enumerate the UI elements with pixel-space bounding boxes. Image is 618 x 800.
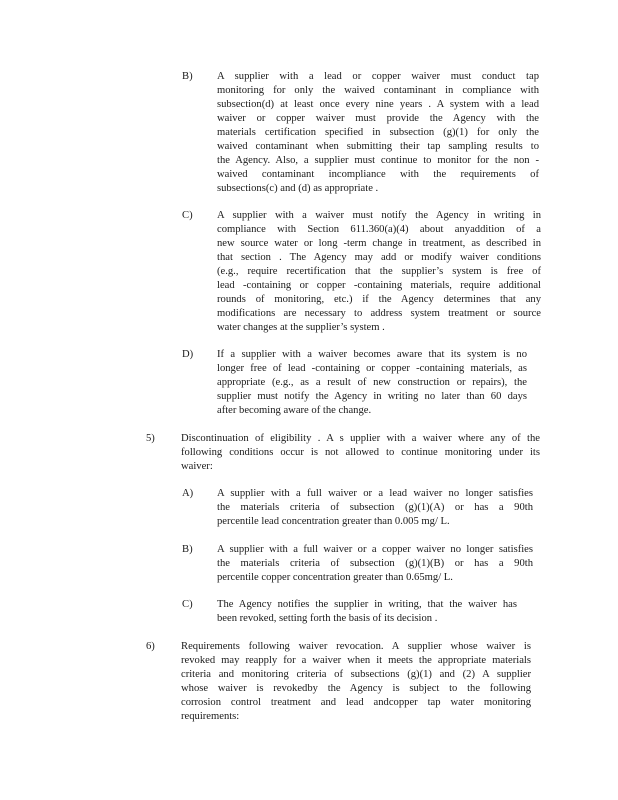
text-line: Discontinuation of eligibility . A s upplier with a waiver where any of the xyxy=(181,433,540,444)
text-line: lead -containing or copper -containing materials, require additional xyxy=(217,280,541,291)
text-line: rounds of monitoring, etc.) if the Agency determines that any xyxy=(217,294,541,305)
subsection-text xyxy=(217,70,539,196)
subsection-text xyxy=(217,209,541,335)
text-line: the Agency. Also, a supplier must continue to monitor for the non - xyxy=(217,155,539,166)
subsection-text xyxy=(217,348,527,418)
text-line: monitoring for only the waived contaminant in compliance with xyxy=(217,85,539,96)
text-line: whose waiver is revokedby the Agency is subject to the following xyxy=(181,683,531,694)
subsection-label: B) xyxy=(182,544,193,555)
text-line: new source water or long -term change in treatment, as described in xyxy=(217,238,541,249)
text-line: percentile lead concentration greater than 0.005 mg/ L. xyxy=(217,516,450,527)
text-line: water changes at the supplier’s system . xyxy=(217,322,385,333)
text-line: modifications are necessary to address system treatment or source xyxy=(217,308,541,319)
text-line: compliance with Section 611.360(a)(4) about anyaddition of a xyxy=(217,224,541,235)
subsection-label: C) xyxy=(182,599,193,610)
text-line: Requirements following waiver revocation. A supplier whose waiver is xyxy=(181,641,531,652)
text-line: subsections(c) and (d) as appropriate . xyxy=(217,183,379,194)
text-line: A supplier with a full waiver or a lead waiver no longer satisfies xyxy=(217,488,533,499)
subsection-text xyxy=(217,543,533,585)
text-line: A supplier with a lead or copper waiver must conduct tap xyxy=(217,71,539,82)
paragraph-text xyxy=(181,640,531,724)
subsection-label: B) xyxy=(182,71,193,82)
subsection-label: D) xyxy=(182,349,194,360)
text-line: waived contaminant when submitting their tap sampling results to xyxy=(217,141,539,152)
paragraph-label: 6) xyxy=(146,641,155,652)
text-line: A supplier with a full waiver or a copper waiver no longer satisfies xyxy=(217,544,533,555)
text-line: subsection(d) at least once every nine years . A system with a lead xyxy=(217,99,539,110)
text-line: the materials criteria of subsection (g)(1)(A) or has a 90th xyxy=(217,502,533,513)
text-line: If a supplier with a waiver becomes aware that its system is no xyxy=(217,349,527,360)
text-line: The Agency notifies the supplier in writing, that the waiver has xyxy=(217,599,517,610)
paragraph-label: 5) xyxy=(146,433,155,444)
text-line: longer free of lead -containing or copper -containing materials, as xyxy=(217,363,527,374)
subsection-label: A) xyxy=(182,488,194,499)
subsection-text xyxy=(217,598,517,626)
text-line: appropriate (e.g., as a result of new construction or repairs), the xyxy=(217,377,527,388)
text-line: percentile copper concentration greater than 0.65mg/ L. xyxy=(217,572,453,583)
text-line: waiver or copper waiver must provide the Agency with the xyxy=(217,113,539,124)
text-line: A supplier with a waiver must notify the Agency in writing in xyxy=(217,210,541,221)
text-line: been revoked, setting forth the basis of its decision . xyxy=(217,613,438,624)
text-line: that section . The Agency may add or modify waiver conditions xyxy=(217,252,541,263)
text-line: revoked may reapply for a waiver when it meets the appropriate materials xyxy=(181,655,531,666)
text-line: after becoming aware of the change. xyxy=(217,405,372,416)
text-line: waived contaminant incompliance with the requirements of xyxy=(217,169,539,180)
text-line: the materials criteria of subsection (g)(1)(B) or has a 90th xyxy=(217,558,533,569)
text-line: waiver: xyxy=(181,461,213,472)
subsection-label: C) xyxy=(182,210,193,221)
text-line: corrosion control treatment and lead andcopper tap water monitoring xyxy=(181,697,531,708)
subsection-text xyxy=(217,487,533,529)
text-line: requirements: xyxy=(181,711,240,722)
text-line: supplier must notify the Agency in writing no later than 60 days xyxy=(217,391,527,402)
paragraph-text xyxy=(181,432,540,474)
text-line: materials certification specified in subsection (g)(1) for only the xyxy=(217,127,539,138)
text-line: criteria and monitoring criteria of subsections (g)(1) and (2) A supplier xyxy=(181,669,531,680)
text-line: following conditions occur is not allowed to continue monitoring under its xyxy=(181,447,540,458)
text-line: (e.g., require recertification that the supplier’s system is free of xyxy=(217,266,541,277)
